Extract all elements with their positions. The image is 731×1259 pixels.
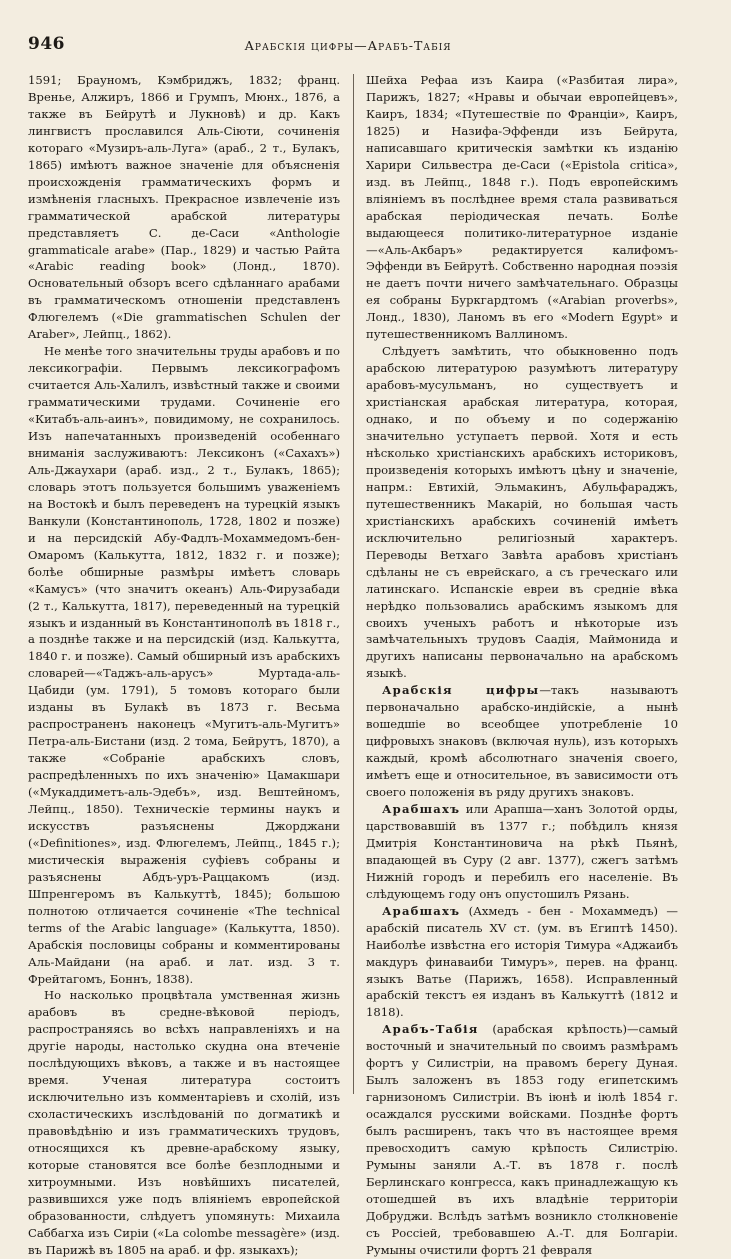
left-column — [28, 72, 340, 1257]
paragraph-text: Не менѣе того значительны труды арабовъ и по лексикографіи. Первымъ лексикографомъ считается Аль-Халилъ, извѣстный также и своими грамматическими трудами. Сочиненіе его «Китабъ-аль-аинъ», повидимому, не сохранилось. Изъ напечатанныхъ произведеній особеннаго вниманія заслуживаютъ: Лексиконъ («Сахахъ») Аль-Джаухари (араб. изд., 2 т., Булакъ, 1865); словарь этотъ пользуется большимъ уваженіемъ на Востокѣ и былъ переведенъ на турецкій языкъ Ванкули (Константинополь, 1728, 1802 и позже) и на персидскій Абу-Фадлъ-Мохаммедомъ-бен-Омаромъ (Калькутта, 1812, 1832 г. и позже); болѣе обширные размѣры имѣетъ словарь «Камусъ» (что значитъ океанъ) Аль-Фирузабади (2 т., Калькутта, 1817), переведенный на турецкій языкъ и изданный въ Константинополѣ въ 1818 г., а позднѣе также и на персидскій (изд. Калькутта, 1840 г. и позже). Самый обширный изъ арабскихъ словарей—«Таджъ-аль-арусъ» Муртада-аль-Цабиди (ум. 1791), 5 томовъ котораго были изданы въ Булакѣ въ 1873 г. Весьма распространенъ наконецъ «Мугитъ-аль-Мугитъ» Петра-аль-Бистани (изд. 2 тома, Бейрутъ, 1870), а также «Собраніе арабскихъ словъ, распредѣленныхъ по ихъ значенію» Цамакшари («Мукаддиметъ-аль-Эдебъ», изд. Вештейномъ, Лейпц., 1850). Техническіе термины наукъ и искусствъ разъяснены Джорджани («Definitiones», изд. Флюгелемъ, Лейпц., 1845 г.); мистическія выраженія суфіевъ собраны и разъяснены Абдъ-уръ-Раццакомъ (изд. Шпренгеромъ въ Калькуттѣ, 1845); большою полнотою отличается сочиненіе «The technical terms of the Arabic language» (Калькутта, 1850). Арабскія пословицы собраны и комментированы Аль-Майдани (на араб. и лат. изд. 3 т. Фрейтагомъ, Боннъ, 1838). — [28, 344, 340, 986]
paragraph-text: Но насколько процвѣтала умственная жизнь арабовъ въ средне-вѣковой періодъ, распространяясь во всѣхъ направленіяхъ и на другіе народы, настолько скудна она втеченіе послѣдующихъ вѣковъ, а также и въ настоящее время. Ученая литература состоитъ исключительно изъ комментаріевъ и схолій, изъ схоластическихъ изслѣдованій по догматикѣ и правовѣдѣнію и изъ грамматическихъ трудовъ, относящихся къ древне-арабскому языку, которые становятся все болѣе безплодными и хитроумными. Изъ новѣйшихъ писателей, развившихся уже подъ вліяніемъ европейской образованности, слѣдуетъ упомянуть: Михаила Саббагха изъ Сиріи («La colombe messagère» (изд. въ Парижѣ въ 1805 на араб. и фр. языкахъ); — [28, 988, 340, 1257]
dictionary-entry — [366, 1021, 678, 1258]
paragraph-text: (Ахмедъ - бен - Мохаммедъ) —арабскій писатель XV ст. (ум. въ Египтѣ 1450). Наиболѣе извѣстна его исторія Тимура «Аджаибъ макдуръ финаваиби Тимуръ», перев. на франц. языкъ Ватье (Парижъ, 1658). Исправленный арабскій текстъ ея изданъ въ Калькуттѣ (1812 и 1818). — [366, 903, 678, 1020]
paragraph — [28, 343, 340, 987]
entry-headword: Арабшахъ — [382, 903, 461, 918]
right-column — [366, 72, 678, 1257]
entry-headword: Арабскія цифры — [382, 683, 540, 698]
paragraph-text: Шейха Рефаа изъ Каира («Разбитая лира», Парижъ, 1827; «Нравы и обычаи европейцевъ», Каиръ, 1834; «Путешествіе по Франціи», Каиръ, 1825) и Назифа-Эффенди изъ Бейрута, написавшаго критическія замѣтки къ изданію Харири Сильвестра де-Саси («Epistola critica», изд. въ Лейпц., 1848 г.). Подъ европейскимъ вліяніемъ въ послѣднее время стала развиваться арабская періодическая печать. Болѣе выдающееся политико-литературное изданіе—«Аль-Акбаръ» редактируется калифомъ-Эффенди въ Бейрутѣ. Собственно народная поэзія не даетъ почти ничего замѣчательнаго. Образцы ея собраны Буркгардтомъ («Arabian proverbs», Лонд., 1830), Ланомъ въ его «Modern Egypt» и путешественникомъ Валлиномъ. — [366, 73, 678, 342]
paragraph — [28, 987, 340, 1258]
entry-headword: Арабшахъ — [382, 801, 461, 816]
paragraph — [366, 72, 678, 343]
paragraph — [28, 72, 340, 343]
paragraph-text: или Арапша—ханъ Золотой орды, царствовавшій въ 1377 г.; побѣдилъ князя Дмитрія Константиновича на рѣкѣ Пьянѣ, впадающей въ Суру (2 авг. 1377), сжегъ затѣмъ Нижній городъ и перебилъ его населеніе. Въ слѣдующемъ году онъ опустошилъ Рязань. — [366, 801, 678, 901]
paragraph-text: Слѣдуетъ замѣтить, что обыкновенно подъ арабскою литературою разумѣютъ литературу арабовъ-мусульманъ, но существуетъ и христіанская арабская литература, которая, однако, и по объему и по содержанію значительно уступаетъ первой. Хотя и есть нѣсколько христіанскихъ арабскихъ историковъ, произведенія которыхъ имѣютъ цѣну и значеніе, напрм.: Евтихій, Эльмакинъ, Абульфараджъ, путешественникъ Макарій, но большая часть христіанскихъ арабскихъ сочиненій имѣетъ исключительно религіозный характеръ. Переводы Ветхаго Завѣта арабовъ христіанъ сдѣланы не съ еврейскаго, а съ греческаго или латинскаго. Испанскіе евреи въ средніе вѣка нерѣдко пользовались арабскимъ языкомъ для своихъ ученыхъ работъ и нѣкоторые изъ замѣчательныхъ трудовъ Саадія, Маймонида и другихъ написаны первоначально на арабскомъ языкѣ. — [366, 344, 678, 681]
paragraph-text: —такъ называютъ первоначально арабско-индійскіе, а нынѣ вошедшіе во всеобщее употребленіе 10 цифровыхъ знаковъ (включая нуль), изъ которыхъ каждый, кромѣ абсолютнаго значенія своего, имѣетъ еще и относительное, въ зависимости отъ своего положенія въ ряду другихъ знаковъ. — [366, 683, 678, 800]
dictionary-entry — [366, 682, 678, 801]
dictionary-entry — [366, 801, 678, 903]
dictionary-entry — [366, 903, 678, 1022]
column-divider — [353, 74, 354, 1094]
page-number: 946 — [28, 34, 65, 54]
paragraph — [366, 343, 678, 682]
page-header — [28, 34, 668, 64]
entry-headword: Арабъ-Табія — [382, 1022, 479, 1037]
paragraph-text: (арабская крѣпость)—самый восточный и значительный по своимъ размѣрамъ фортъ у Силистріи, на правомъ берегу Дуная. Былъ заложенъ въ 1853 году египетскимъ гарнизономъ Силистріи. Въ іюнѣ и іюлѣ 1854 г. осаждался русскими войсками. Позднѣе фортъ былъ расширенъ, такъ что въ настоящее время превосходитъ самую крѣпость Силистрію. Румыны заняли А.-Т. въ 1878 г. послѣ Берлинскаго конгресса, какъ принадлежащую къ отошедшей въ ихъ владѣніе территоріи Добруджи. Вслѣдъ затѣмъ возникло столкновеніе съ Россіей, требовавшею А.-Т. для Болгаріи. Румыны очистили фортъ 21 февраля — [366, 1022, 678, 1257]
running-head: Арабскія цифры—Арабъ-Табія — [244, 38, 452, 53]
paragraph-text: 1591; Брауномъ, Кэмбриджъ, 1832; франц. Вренье, Алжиръ, 1866 и Грумпъ, Мюнх., 1876, а также въ Бейрутѣ и Лукновѣ) и др. Какъ лингвистъ прославился Аль-Сіюти, сочиненія котораго «Музиръ-аль-Луга» (араб., 2 т., Булакъ, 1865) имѣютъ важное значеніе для объясненія происхожденія грамматическихъ формъ и измѣненія гласныхъ. Прекрасное извлеченіе изъ грамматической арабской литературы представляетъ С. де-Саси «Anthologie grammaticale arabe» (Пар., 1829) и частью Райта «Arabic reading book» (Лонд., 1870). Основательный обзоръ всего сдѣланнаго арабами въ грамматическомъ отношеніи представленъ Флюгелемъ («Die grammatischen Schulen der Araber», Лейпц., 1862). — [28, 73, 340, 342]
